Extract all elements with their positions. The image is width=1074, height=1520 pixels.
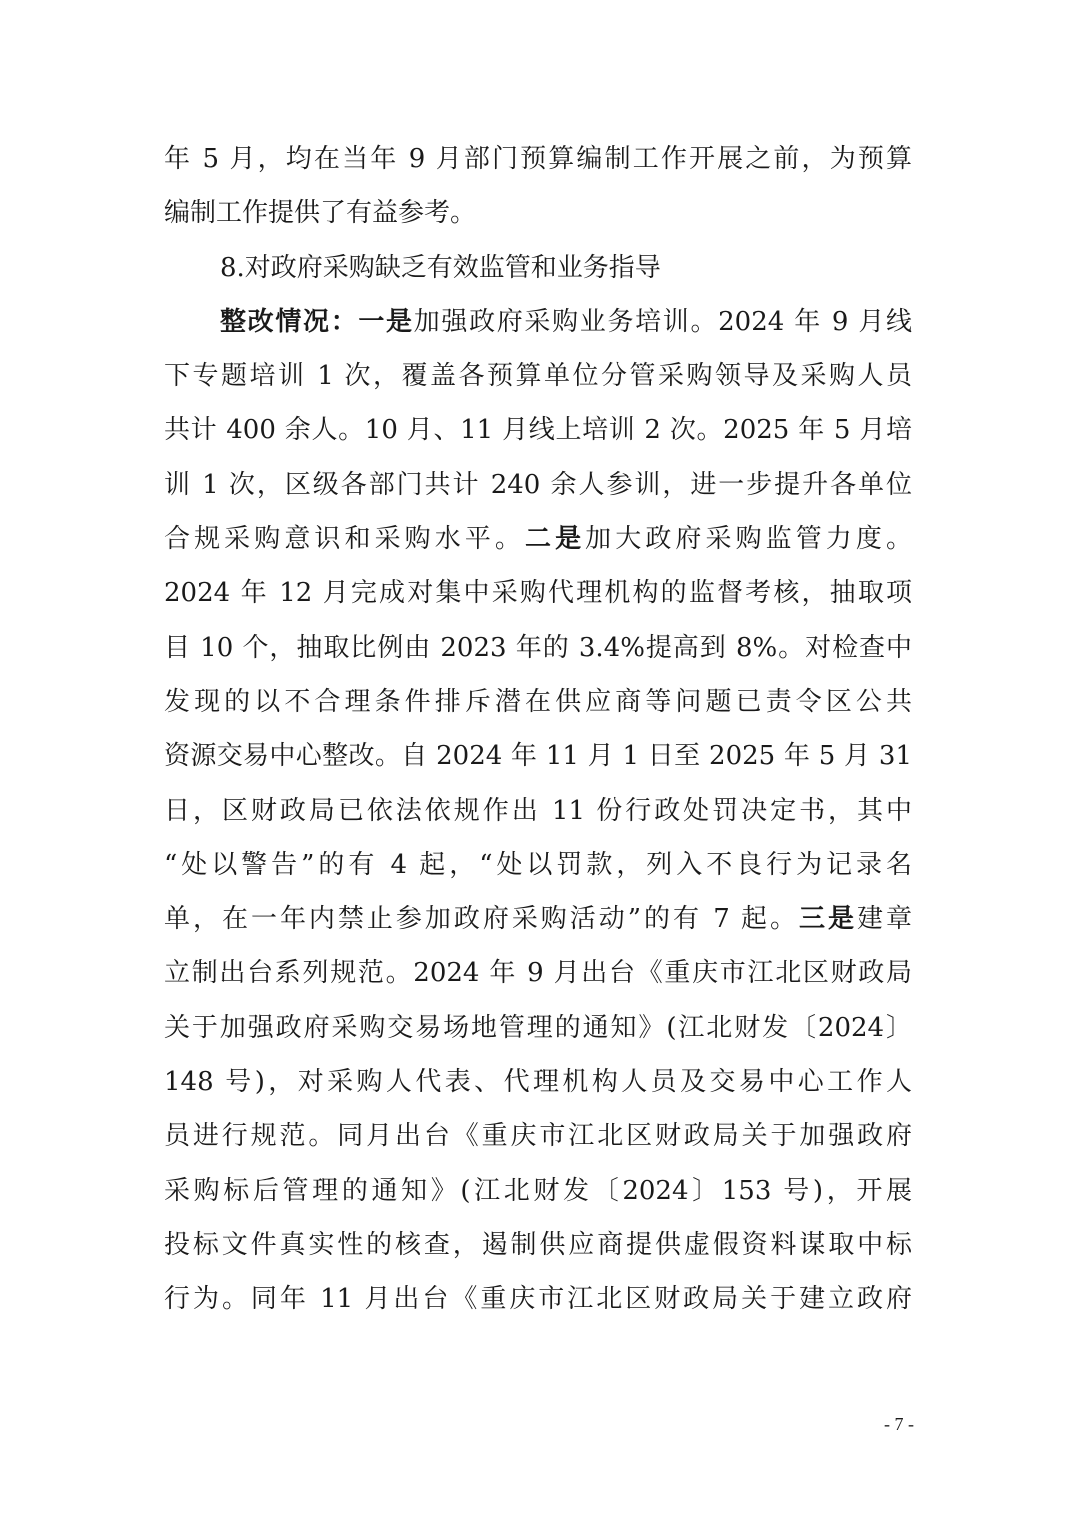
text-line: 编制工作提供了有益参考。 [164, 198, 477, 229]
text-line [164, 892, 912, 946]
text-line [164, 512, 912, 566]
text-line [164, 295, 912, 349]
text-line: 投标文件真实性的核查，遏制供应商提供虚假资料谋取中标 [164, 1229, 912, 1260]
text-line: 员进行规范。同月出台《重庆市江北区财政局关于加强政府 [164, 1121, 912, 1152]
label-second: 二是 [524, 524, 586, 555]
text-span: 加强政府采购业务培训。2024 年 9 月线 [413, 306, 912, 337]
text-span: 合规采购意识和采购水平。 [164, 524, 525, 555]
text-line: 资源交易中心整改。自 2024 年 11 月 1 日至 2025 年 5 月 31 [164, 741, 912, 772]
document-body [164, 132, 912, 1327]
text-line: 行为。同年 11 月出台《重庆市江北区财政局关于建立政府 [164, 1284, 912, 1315]
page-number: - 7 - [884, 1414, 914, 1434]
text-line: “处以警告”的有 4 起，“处以罚款，列入不良行为记录名 [164, 849, 912, 880]
label-rectification: 整改情况： [220, 306, 359, 337]
text-line: 148 号)，对采购人代表、代理机构人员及交易中心工作人 [164, 1067, 912, 1098]
text-span: 加大政府采购监管力度。 [585, 524, 912, 555]
text-line: 目 10 个，抽取比例由 2023 年的 3.4%提高到 8%。对检查中 [164, 632, 912, 663]
text-line: 2024 年 12 月完成对集中采购代理机构的监督考核，抽取项 [164, 578, 912, 609]
label-third: 三是 [799, 904, 857, 935]
label-first: 一是 [358, 306, 414, 337]
text-span: 建章 [857, 904, 912, 935]
text-line: 日，区财政局已依法依规作出 11 份行政处罚决定书，其中 [164, 795, 912, 826]
text-line: 发现的以不合理条件排斥潜在供应商等问题已责令区公共 [164, 686, 912, 717]
text-line: 共计 400 余人。10 月、11 月线上培训 2 次。2025 年 5 月培 [164, 415, 912, 446]
text-span: 单，在一年内禁止参加政府采购活动”的有 7 起。 [164, 904, 800, 935]
text-line: 年 5 月，均在当年 9 月部门预算编制工作开展之前，为预算 [164, 144, 912, 174]
text-line: 下专题培训 1 次，覆盖各预算单位分管采购领导及采购人员 [164, 361, 912, 392]
text-line: 关于加强政府采购交易场地管理的通知》(江北财发〔2024〕 [164, 1012, 912, 1043]
section-heading-8: 8.对政府采购缺乏有效监管和业务指导 [220, 252, 661, 283]
text-line: 采购标后管理的通知》(江北财发〔2024〕153 号)，开展 [164, 1175, 912, 1206]
text-line: 训 1 次，区级各部门共计 240 余人参训，进一步提升各单位 [164, 469, 912, 500]
text-line: 立制出台系列规范。2024 年 9 月出台《重庆市江北区财政局 [164, 958, 912, 989]
